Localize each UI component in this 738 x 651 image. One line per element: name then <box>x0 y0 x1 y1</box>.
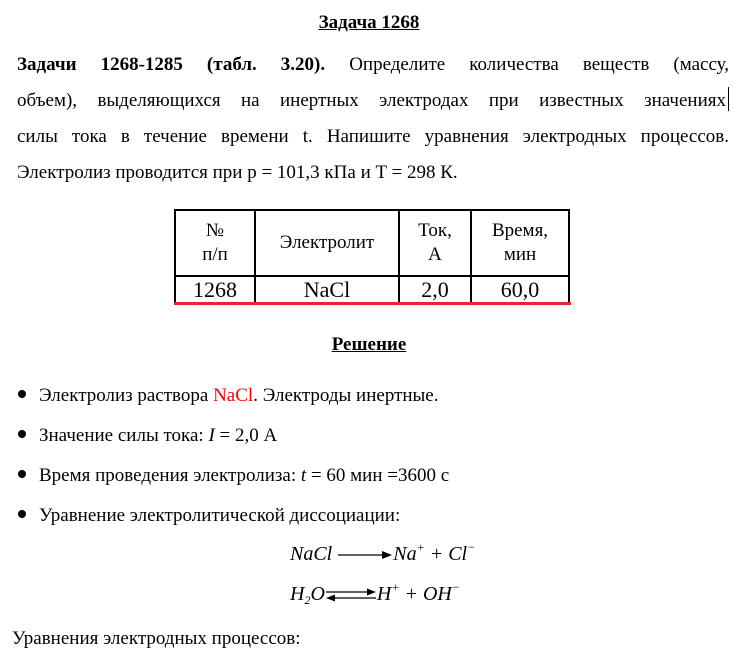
list-item: Значение силы тока: I = 2,0 А <box>14 417 449 457</box>
list-item: Уравнение электролитической диссоциации: <box>14 497 449 537</box>
right-arrow-icon <box>337 548 393 562</box>
solution-title: Решение <box>331 334 407 355</box>
statement-line-4: Электролиз проводится при p = 101,3 кПа и T = 298 К. <box>17 162 458 183</box>
cell-electrolyte: NaCl <box>255 276 399 304</box>
solution-list <box>14 377 449 537</box>
cell-num: 1268 <box>175 276 255 304</box>
table-row <box>175 276 569 304</box>
problem-title: Задача 1268 <box>318 12 420 33</box>
header-num: № п/п <box>175 210 255 276</box>
header-time: Время, мин <box>471 210 569 276</box>
highlighted-formula: NaCl <box>213 385 254 406</box>
statement-bold-lead: Задачи 1268-1285 (табл. 3.20). <box>17 54 326 75</box>
bullet-icon <box>18 430 26 438</box>
conditions-table <box>174 209 570 305</box>
cell-current: 2,0 <box>399 276 471 304</box>
bullet-icon <box>18 390 26 398</box>
table-header-row <box>175 210 569 276</box>
dissociation-equation-water: $H_2O$ H+ + OH− <box>290 580 460 607</box>
red-underline <box>174 302 571 305</box>
statement-line-2: объем), выделяющихся на инертных электродах при известных значениях <box>17 83 729 119</box>
bullet-icon <box>18 510 26 518</box>
header-current: Ток, А <box>399 210 471 276</box>
text-cursor <box>728 87 729 111</box>
list-item: Время проведения электролиза: t = 60 мин =3600 с <box>14 457 449 497</box>
cell-time: 60,0 <box>471 276 569 304</box>
bullet-icon <box>18 470 26 478</box>
statement-line-1: Задачи 1268-1285 (табл. 3.20). Определите количества веществ (массу, <box>17 54 730 75</box>
problem-statement <box>17 47 729 191</box>
list-item: Электролиз раствора NaCl. Электроды инертные. <box>14 377 449 417</box>
statement-line-3: силы тока в течение времени t. Напишите уравнения электродных процессов. <box>17 126 729 147</box>
dissociation-equation-nacl: NaCl Na+ + Cl− <box>290 540 476 565</box>
header-electrolyte: Электролит <box>255 210 399 276</box>
equilibrium-arrow-icon <box>325 587 377 603</box>
electrode-processes-heading: Уравнения электродных процессов: <box>12 628 301 649</box>
